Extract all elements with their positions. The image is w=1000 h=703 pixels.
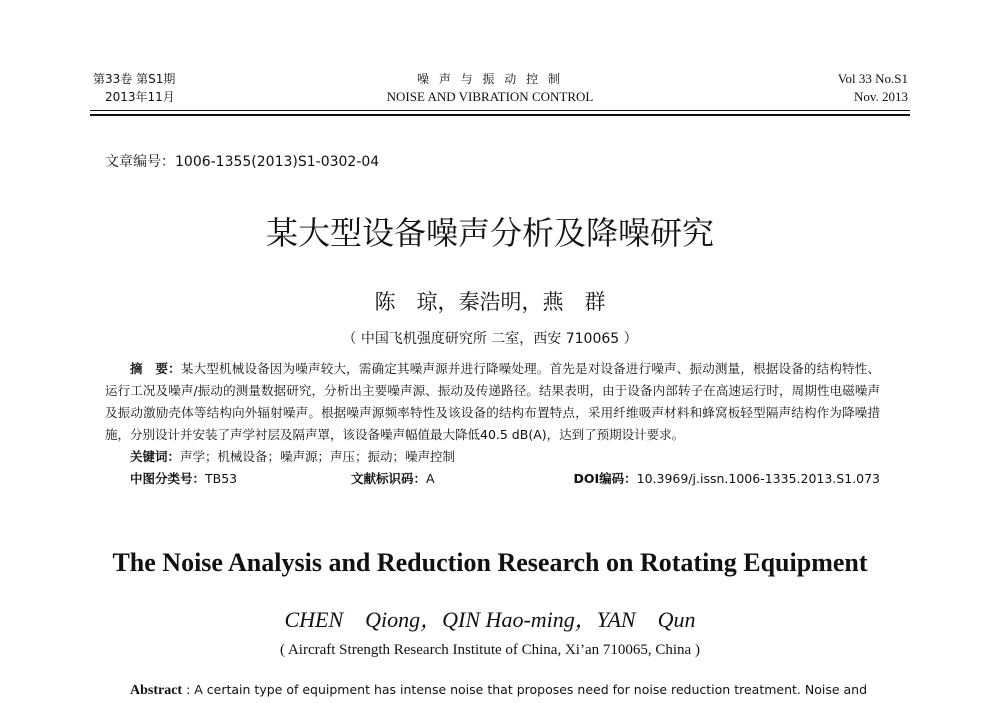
journal-name-en: NOISE AND VIBRATION CONTROL bbox=[386, 89, 594, 104]
volume-issue: 第33卷 第S1期 bbox=[93, 72, 176, 86]
abstract-text: 某大型机械设备因为噪声较大，需确定其噪声源并进行降噪处理。首先是对设备进行噪声、振动测量，根据设备的结构特性、运行工况及噪声/振动的测量数据研究，分析出主要噪声源、振动及传递路径。结果表明，由于设备内部转子在高速运行时，周期性电磁噪声及振动激励壳体等结构向外辐射噪声。根据噪声源频率特性及该设备的结构布置特点，采用纤维吸声材料和蜂窝板轻型隔声结构作为降噪措施，分别设计并安装了声学衬层及隔声罩，该设备噪声幅值最大降低40.5 dB(A)，达到了预期设计要求。 bbox=[105, 361, 880, 442]
header-left bbox=[93, 70, 175, 106]
date-en: Nov. 2013 bbox=[853, 89, 908, 104]
abstract-label: 摘 要： bbox=[130, 361, 181, 376]
header-rule-top bbox=[90, 110, 910, 111]
abstract-cn bbox=[105, 358, 880, 490]
title-cn: 某大型设备噪声分析及降噪研究 bbox=[265, 214, 714, 252]
classification-value: TB53 bbox=[205, 471, 238, 486]
affiliation-cn: （ 中国飞机强度研究所 二室，西安 710065 ） bbox=[342, 331, 638, 347]
doc-code-value: A bbox=[426, 471, 435, 486]
header-center bbox=[340, 70, 640, 106]
authors-en: CHEN Qiong，QIN Hao-ming，YAN Qun bbox=[284, 607, 696, 632]
affiliation-en: ( Aircraft Strength Research Institute of China, Xi’an 710065, China ) bbox=[280, 642, 700, 658]
abstract-en-label: Abstract bbox=[130, 683, 183, 698]
title-en: The Noise Analysis and Reduction Research on Rotating Equipment bbox=[112, 548, 868, 577]
issue-date: 2013年11月 bbox=[105, 90, 175, 104]
header-right bbox=[838, 70, 908, 106]
doi-label: DOI编码： bbox=[573, 471, 637, 486]
doi-value: 10.3969/j.issn.1006-1335.2013.S1.073 bbox=[636, 471, 880, 486]
classification-label: 中图分类号： bbox=[130, 471, 206, 486]
volume-en: Vol 33 No.S1 bbox=[837, 71, 908, 86]
abstract-en-text: : A certain type of equipment has intense noise that proposes need for noise reduction treatment. Noise and bbox=[182, 682, 868, 697]
keywords-text: 声学；机械设备；噪声源；声压；振动；噪声控制 bbox=[180, 449, 456, 464]
doc-code-label: 文献标识码： bbox=[351, 471, 427, 486]
abstract-en bbox=[130, 682, 867, 699]
article-number: 文章编号：1006-1355(2013)S1-0302-04 bbox=[105, 154, 380, 170]
header-rule-bottom bbox=[90, 114, 910, 116]
authors-cn: 陈 琼，秦浩明，燕 群 bbox=[374, 290, 606, 314]
journal-name-cn: 噪 声 与 振 动 控 制 bbox=[417, 72, 563, 86]
keywords-label: 关键词： bbox=[130, 449, 181, 464]
